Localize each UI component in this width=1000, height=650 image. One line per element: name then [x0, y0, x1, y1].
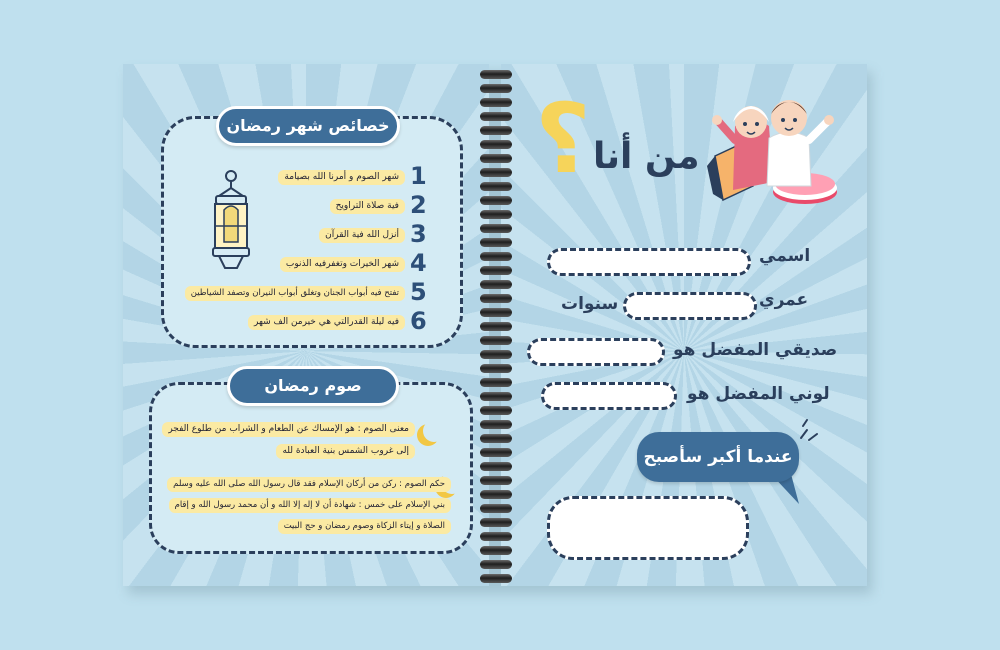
feature-number-6: 6: [410, 307, 427, 335]
sparkle-lines: [797, 418, 823, 444]
feature-number-3: 3: [410, 220, 427, 248]
ruling-line-2: بني الإسلام على خمس : شهادة أن لا إله إلا الله و أن محمد رسول الله و إقام: [169, 498, 451, 513]
ruling-line-1: حكم الصوم : ركن من أركان الإسلام فقد قال رسول الله صلى الله عليه وسلم: [167, 477, 451, 492]
name-label: اسمي: [759, 246, 811, 266]
favorite-color-label: لوني المفضل هو: [687, 384, 830, 404]
feature-text-2: فية صلاة التراويح: [330, 199, 405, 214]
crescent-moon-icon: [423, 420, 445, 442]
best-friend-field[interactable]: [527, 338, 665, 366]
when-i-grow-up-banner: عندما أكبر سأصبح: [637, 432, 799, 482]
favorite-color-field[interactable]: [541, 382, 677, 410]
feature-text-1: شهر الصوم و أمرنا الله بصيامة: [278, 170, 405, 185]
feature-number-4: 4: [410, 249, 427, 277]
question-mark: ؟: [535, 83, 591, 195]
feature-number-1: 1: [410, 162, 427, 190]
age-unit-label: سنوات: [561, 294, 619, 314]
page-title: من أنا: [593, 136, 700, 177]
lantern-icon: [207, 168, 255, 276]
left-page: [123, 64, 489, 586]
age-field[interactable]: [623, 292, 757, 320]
feature-text-3: أنزل الله فية القرآن: [319, 228, 405, 243]
feature-text-5: تفتح فيه أبواب الجنان وتغلق أبواب النيران وتصفد الشياطين: [185, 286, 405, 301]
age-label: عمري: [759, 290, 809, 310]
features-title: خصائص شهر رمضان: [216, 106, 400, 146]
kids-illustration: [705, 82, 845, 212]
name-field[interactable]: [547, 248, 751, 276]
spiral-binding: [480, 66, 514, 586]
ruling-line-3: الصلاة و إيتاء الزكاة وصوم رمضان و حج البيت: [278, 519, 451, 534]
feature-text-4: شهر الخيرات وتغفرفيه الذنوب: [280, 257, 405, 272]
best-friend-label: صديقي المفضل هو: [673, 340, 838, 360]
feature-text-6: فيه ليلة القدرالتي هي خيرمن الف شهر: [248, 315, 405, 330]
future-job-field[interactable]: [547, 496, 749, 560]
definition-line-2: إلى غروب الشمس بنية العبادة لله: [276, 444, 415, 459]
feature-number-5: 5: [410, 278, 427, 306]
fasting-title: صوم رمضان: [227, 366, 399, 406]
right-page: [501, 64, 867, 586]
definition-line-1: معنى الصوم : هو الإمساك عن الطعام و الشراب من طلوع الفجر: [162, 422, 415, 437]
feature-number-2: 2: [410, 191, 427, 219]
